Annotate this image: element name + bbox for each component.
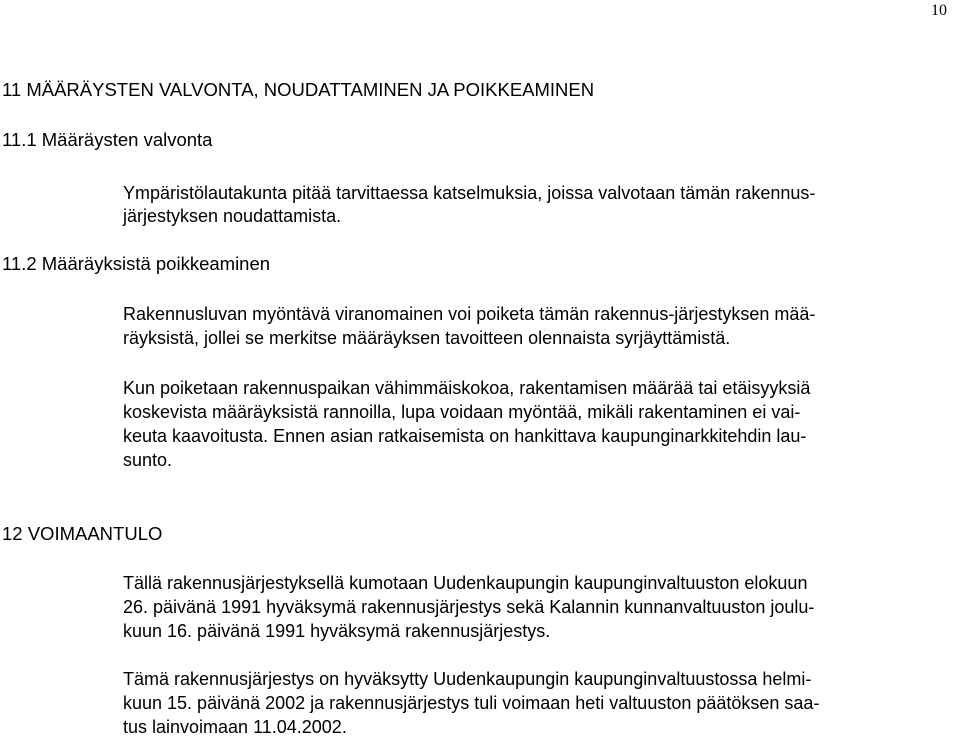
paragraph-line: Ympäristölautakunta pitää tarvittaessa katselmuksia, joissa valvotaan tämän rakennus- <box>123 183 816 203</box>
section-11-heading: 11 MÄÄRÄYSTEN VALVONTA, NOUDATTAMINEN JA POIKKEAMINEN <box>2 79 595 100</box>
paragraph-line: kuun 15. päivänä 2002 ja rakennusjärjestys tuli voimaan heti valtuuston päätöksen saa- <box>123 693 820 713</box>
section-12-heading: 12 VOIMAANTULO <box>2 523 163 544</box>
paragraph-line: järjestyksen noudattamista. <box>123 206 342 226</box>
page-number: 10 <box>931 2 947 19</box>
paragraph-line: räyksistä, jollei se merkitse määräyksen tavoitteen olennaista syrjäyttämistä. <box>123 328 731 348</box>
paragraph-line: keuta kaavoitusta. Ennen asian ratkaisemista on hankittava kaupunginarkkitehdin lau- <box>123 426 807 446</box>
section-11-2-heading: 11.2 Määräyksistä poikkeaminen <box>2 253 271 274</box>
paragraph-line: Tämä rakennusjärjestys on hyväksytty Uudenkaupungin kaupunginvaltuustossa helmi- <box>123 669 812 689</box>
paragraph-line: koskevista määräyksistä rannoilla, lupa voidaan myöntää, mikäli rakentaminen ei vai- <box>123 402 801 422</box>
paragraph-line: Rakennusluvan myöntävä viranomainen voi poiketa tämän rakennus-järjestyksen mää- <box>123 304 816 324</box>
paragraph-line: tus lainvoimaan 11.04.2002. <box>123 717 347 737</box>
paragraph-line: sunto. <box>123 450 173 470</box>
paragraph-line: Kun poiketaan rakennuspaikan vähimmäiskokoa, rakentamisen määrää tai etäisyyksiä <box>123 378 811 398</box>
paragraph-line: 26. päivänä 1991 hyväksymä rakennusjärjestys sekä Kalannin kunnanvaltuuston joulu- <box>123 597 815 617</box>
section-11-1-heading: 11.1 Määräysten valvonta <box>2 129 213 150</box>
paragraph-line: kuun 16. päivänä 1991 hyväksymä rakennusjärjestys. <box>123 621 551 641</box>
paragraph-line: Tällä rakennusjärjestyksellä kumotaan Uudenkaupungin kaupunginvaltuuston elokuun <box>123 573 808 593</box>
